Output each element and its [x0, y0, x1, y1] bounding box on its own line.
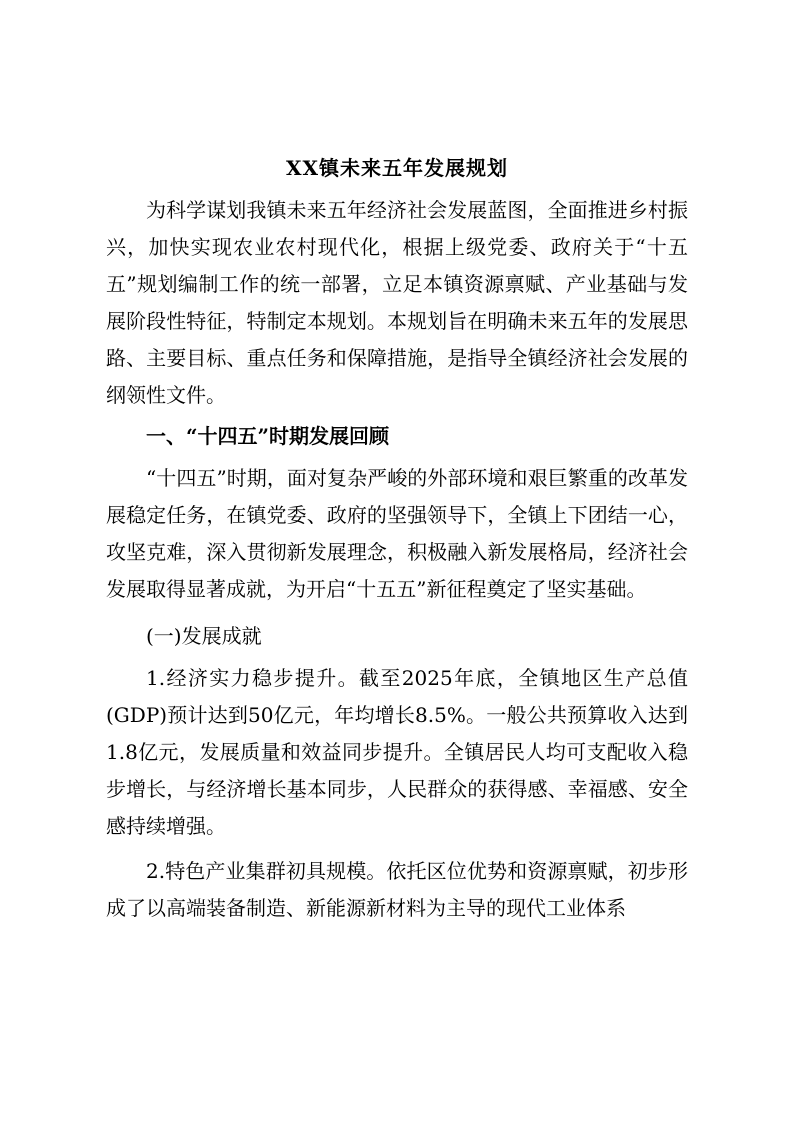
point2-paragraph: 2.特色产业集群初具规模。依托区位优势和资源禀赋，初步形成了以高端装备制造、新能源新材料为主导的现代工业体系 [106, 859, 688, 920]
section1-intro-paragraph: “十四五”时期，面对复杂严峻的外部环境和艰巨繁重的改革发展稳定任务，在镇党委、政府的坚强领导下，全镇上下团结一心，攻坚克难，深入贯彻新发展理念，积极融入新发展格局，经济社会发展取得显著成就，为开启“十五五”新征程奠定了坚实基础。 [106, 466, 688, 601]
point1-paragraph: 1.经济实力稳步提升。截至2025年底，全镇地区生产总值(GDP)预计达到50亿元，年均增长8.5%。一般公共预算收入达到1.8亿元，发展质量和效益同步提升。全镇居民人均可支配收入稳步增长，与经济增长基本同步，人民群众的获得感、幸福感、安全感持续增强。 [106, 666, 688, 838]
subsection1-heading: (一)发展成就 [146, 624, 262, 648]
section1-heading: 一、“十四五”时期发展回顾 [146, 424, 390, 448]
document-title: XX镇未来五年发展规划 [285, 156, 509, 180]
intro-paragraph: 为科学谋划我镇未来五年经济社会发展蓝图，全面推进乡村振兴，加快实现农业农村现代化，根据上级党委、政府关于“十五五”规划编制工作的统一部署，立足本镇资源禀赋、产业基础与发展阶段性特征，特制定本规划。本规划旨在明确未来五年的发展思路、主要目标、重点任务和保障措施，是指导全镇经济社会发展的纲领性文件。 [106, 198, 688, 407]
document-body [106, 148, 688, 927]
